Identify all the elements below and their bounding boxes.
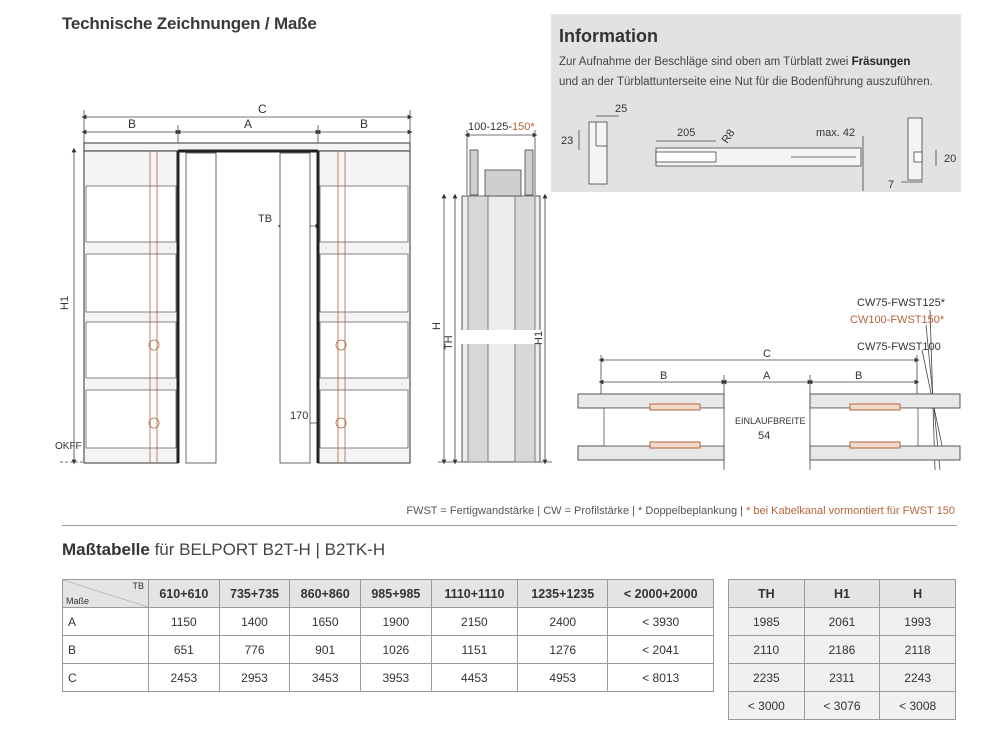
plan-label-cw1: CW75-FWST125* xyxy=(857,297,946,309)
table-cell: 3453 xyxy=(290,664,361,692)
info-dim-r8: R8 xyxy=(719,127,738,146)
table-cell: 2453 xyxy=(149,664,220,692)
row-label: C xyxy=(63,664,149,692)
table-cell: 1150 xyxy=(149,608,220,636)
info-line-1: Zur Aufnahme der Beschläge sind oben am Türblatt zwei Fräsungen xyxy=(559,56,911,68)
legend-red: * bei Kabelkanal vormontiert für FWST 150 xyxy=(746,505,955,517)
info-box xyxy=(551,14,961,192)
side-label-h: H xyxy=(431,322,443,330)
table-title: Maßtabelle für BELPORT B2T-H | B2TK-H xyxy=(62,540,386,559)
table-cell: 1151 xyxy=(431,636,517,664)
dimension-table xyxy=(62,579,714,692)
table-cell: 1400 xyxy=(219,608,290,636)
table-cell: 3953 xyxy=(361,664,432,692)
side-label-h1: H1 xyxy=(533,330,545,345)
col-header: TH xyxy=(729,580,805,608)
table-cell: 776 xyxy=(219,636,290,664)
info-dim-25: 25 xyxy=(615,103,628,115)
table-cell: 2118 xyxy=(880,636,956,664)
table-row xyxy=(729,636,956,664)
info-dim-max42: max. 42 xyxy=(816,127,856,139)
table-cell: < 3008 xyxy=(880,692,956,720)
plan-label-c: C xyxy=(763,348,771,360)
table-cell: 4953 xyxy=(518,664,608,692)
table-cell: 2311 xyxy=(804,664,880,692)
table-cell: 2243 xyxy=(880,664,956,692)
row-label: A xyxy=(63,608,149,636)
side-label-top-red: 150* xyxy=(512,121,535,133)
table-row xyxy=(729,664,956,692)
table-row xyxy=(729,692,956,720)
info-line-2: und an der Türblattunterseite eine Nut für die Bodenführung auszuführen. xyxy=(559,76,933,88)
table-cell: < 3076 xyxy=(804,692,880,720)
col-header: 610+610 xyxy=(149,580,220,608)
table-cell: 2061 xyxy=(804,608,880,636)
table-cell: 2150 xyxy=(431,608,517,636)
table-cell: 1900 xyxy=(361,608,432,636)
table-cell: < 3000 xyxy=(729,692,805,720)
info-drawing xyxy=(551,96,961,192)
table-cell: 1026 xyxy=(361,636,432,664)
plan-label-b2: B xyxy=(855,370,863,382)
plan-label-einlauf: EINLAUFBREITE xyxy=(735,416,806,426)
plan-label-54: 54 xyxy=(758,430,771,442)
col-header: 985+985 xyxy=(361,580,432,608)
front-label-170: 170 xyxy=(290,410,309,422)
info-dim-20: 20 xyxy=(944,153,957,165)
front-label-b2: B xyxy=(360,117,369,131)
table-cell: < 8013 xyxy=(608,664,714,692)
table-cell: < 2041 xyxy=(608,636,714,664)
legend: FWST = Fertigwandstärke | CW = Profilstärke | * Doppelbeplankung | * bei Kabelkanal vormontiert für FWST 150 xyxy=(406,505,955,517)
front-label-c: C xyxy=(258,102,267,116)
table-cell: 2235 xyxy=(729,664,805,692)
side-label-top: 100-125-150* xyxy=(468,121,535,133)
col-header: < 2000+2000 xyxy=(608,580,714,608)
table-cell: 2953 xyxy=(219,664,290,692)
front-label-h1: H1 xyxy=(59,295,71,310)
info-title: Information xyxy=(559,26,658,46)
table-cell: < 3930 xyxy=(608,608,714,636)
plan-label-cw2: CW100-FWST150* xyxy=(850,314,945,326)
front-label-b1: B xyxy=(128,117,137,131)
col-header: 1235+1235 xyxy=(518,580,608,608)
table-row xyxy=(729,608,956,636)
height-table xyxy=(728,579,956,720)
front-label-tb: TB xyxy=(258,213,273,225)
table-cell: 1985 xyxy=(729,608,805,636)
table-row xyxy=(63,636,714,664)
front-label-okff: OKFF xyxy=(55,441,82,452)
table-cell: 901 xyxy=(290,636,361,664)
table-cell: 1993 xyxy=(880,608,956,636)
table-cell: 2186 xyxy=(804,636,880,664)
table-cell: 651 xyxy=(149,636,220,664)
page-title: Technische Zeichnungen / Maße xyxy=(62,14,317,33)
col-header: H xyxy=(880,580,956,608)
info-bold: Fräsungen xyxy=(851,56,911,68)
plan-label-cw3: CW75-FWST100 xyxy=(857,341,941,353)
col-header: 735+735 xyxy=(219,580,290,608)
col-header: 860+860 xyxy=(290,580,361,608)
table-cell: 1276 xyxy=(518,636,608,664)
plan-label-b1: B xyxy=(660,370,668,382)
info-dim-23: 23 xyxy=(561,135,574,147)
info-dim-205: 205 xyxy=(677,127,696,139)
side-label-th: TH xyxy=(443,335,455,350)
plan-label-a: A xyxy=(763,370,771,382)
table-row xyxy=(63,608,714,636)
divider xyxy=(62,525,957,526)
col-header: H1 xyxy=(804,580,880,608)
front-label-a: A xyxy=(244,117,253,131)
table-cell: 2400 xyxy=(518,608,608,636)
col-header: 1110+1110 xyxy=(431,580,517,608)
table-cell: 2110 xyxy=(729,636,805,664)
table-cell: 1650 xyxy=(290,608,361,636)
table-cell: 4453 xyxy=(431,664,517,692)
table-corner: TB Maße xyxy=(63,580,149,608)
table-row xyxy=(63,664,714,692)
row-label: B xyxy=(63,636,149,664)
info-dim-7: 7 xyxy=(888,179,895,191)
